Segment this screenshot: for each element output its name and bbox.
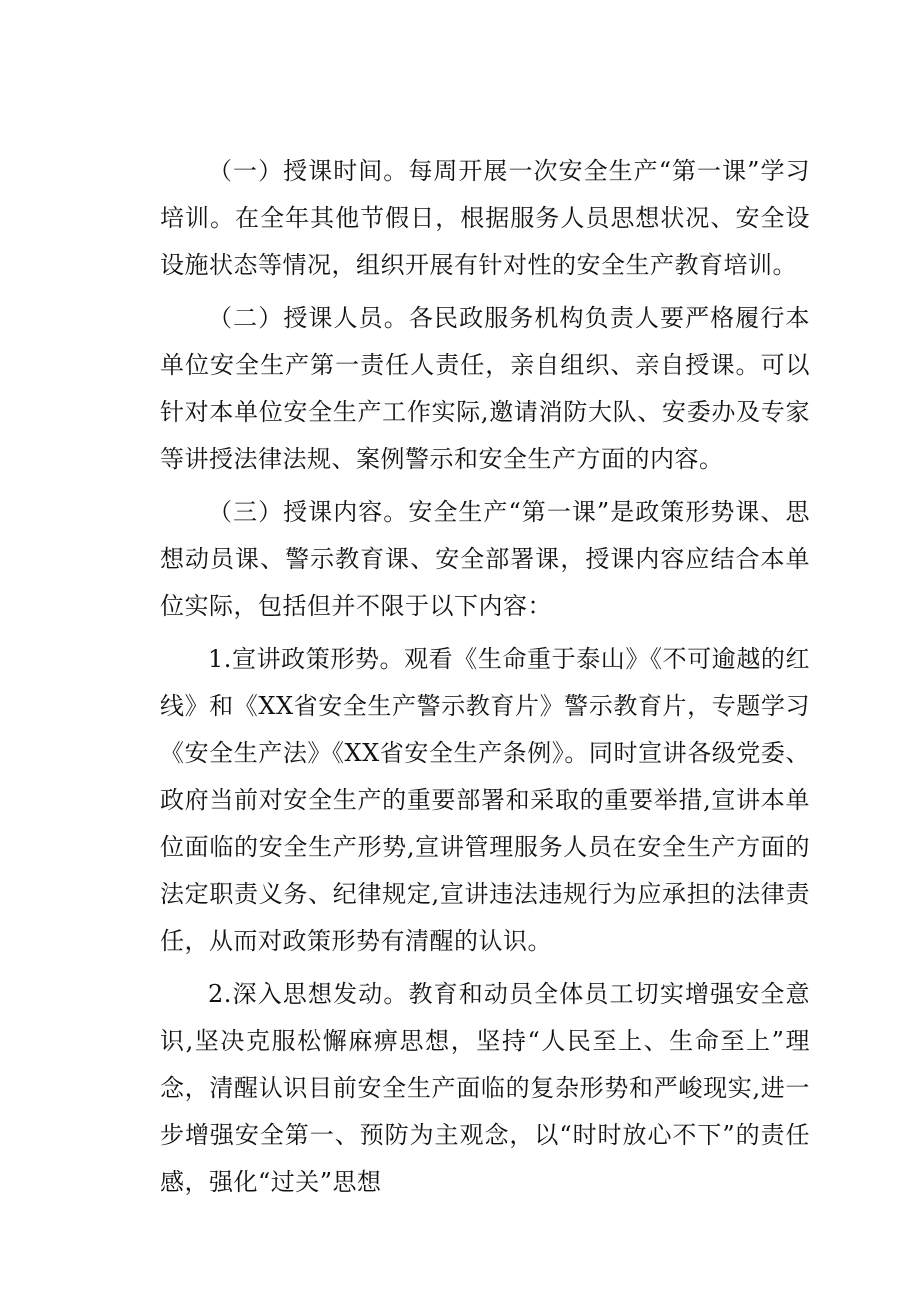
paragraph-teaching-time: （一）授课时间。每周开展一次安全生产“第一课”学习培训。在全年其他节假日，根据服务人员思想状况、安全设设施状态等情况，组织开展有针对性的安全生产教育培训。 bbox=[160, 157, 810, 279]
paragraph-ideological-mobilization: 2.深入思想发动。教育和动员全体员工切实增强安全意识,坚决克服松懈麻痹思想，坚持“人民至上、生命至上”理念，清醒认识目前安全生产面临的复杂形势和严峻现实,进一步增强安全第一、预防为主观念，以“时时放心不下”的责任感，强化“过关”思想 bbox=[160, 980, 810, 1196]
document-body bbox=[160, 148, 810, 1212]
paragraph-policy-situation: 1.宣讲政策形势。观看《生命重于泰山》《不可逾越的红线》和《XX省安全生产警示教育片》警示教育片，专题学习《安全生产法》《XX省安全生产条例》。同时宣讲各级党委、政府当前对安全生产的重要部署和采取的重要举措,宣讲本单位面临的安全生产形势,宣讲管理服务人员在安全生产方面的法定职责义务、纪律规定,宣讲违法违规行为应承担的法律责任，从而对政策形势有清醒的认识。 bbox=[160, 645, 810, 955]
paragraph-teaching-staff: （二）授课人员。各民政服务机构负责人要严格履行本单位安全生产第一责任人责任，亲自组织、亲自授课。可以针对本单位安全生产工作实际,邀请消防大队、安委办及专家等讲授法律法规、案例警示和安全生产方面的内容。 bbox=[160, 304, 810, 473]
paragraph-teaching-content: （三）授课内容。安全生产“第一课”是政策形势课、思想动员课、警示教育课、安全部署课，授课内容应结合本单位实际，包括但并不限于以下内容： bbox=[160, 498, 810, 620]
